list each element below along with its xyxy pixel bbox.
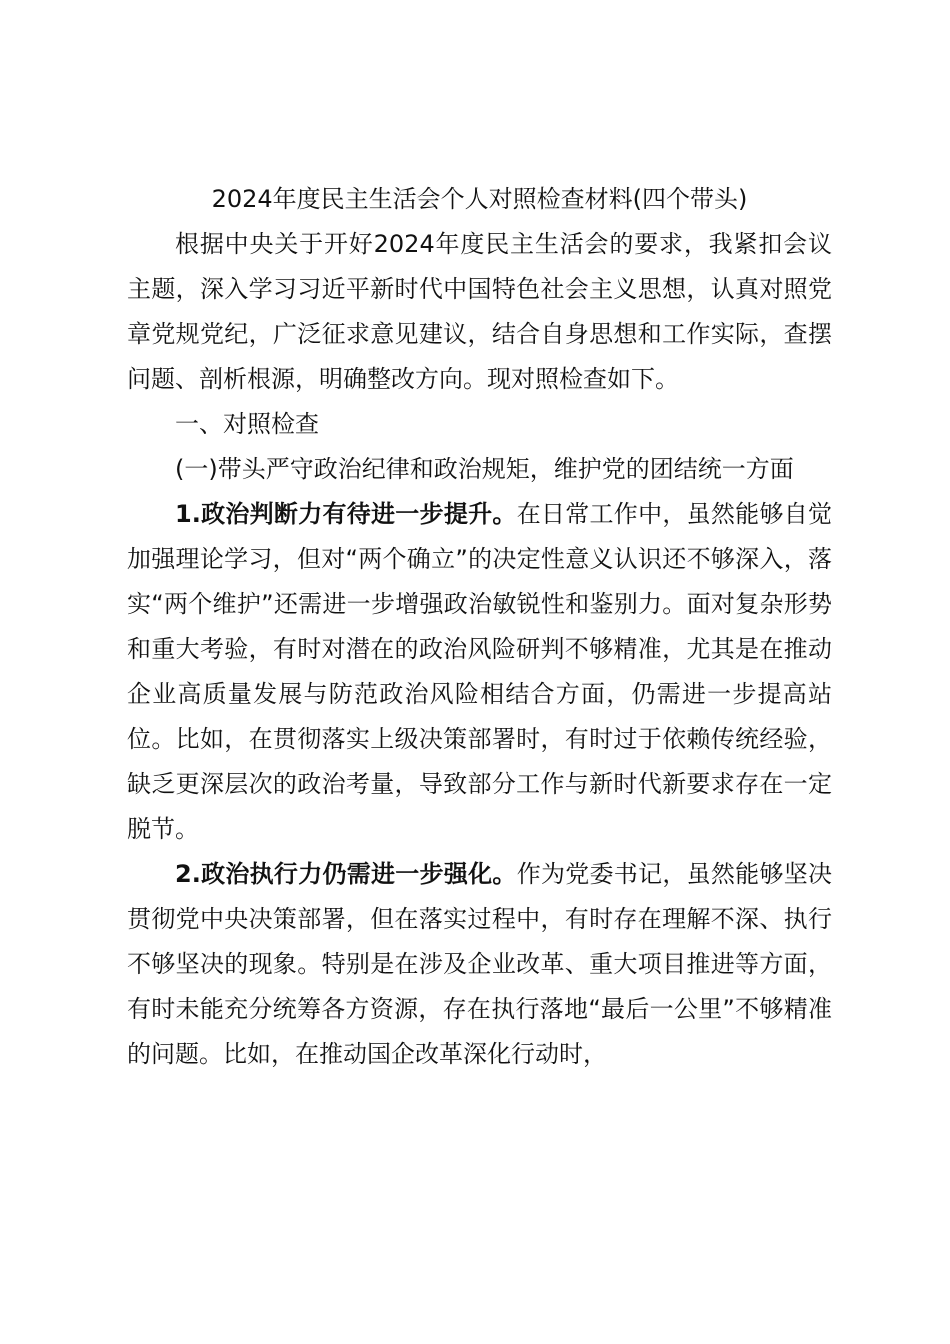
intro-paragraph: 根据中央关于开好2024年度民主生活会的要求，我紧扣会议主题，深入学习习近平新时代中国特色社会主义思想，认真对照党章党规党纪，广泛征求意见建议，结合自身思想和工作实际，查摆问题、剖析根源，明确整改方向。现对照检查如下。 <box>127 230 832 393</box>
document-title: 2024年度民主生活会个人对照检查材料(四个带头) <box>211 185 748 213</box>
item-1-text: 在日常工作中，虽然能够自觉加强理论学习，但对“两个确立”的决定性意义认识还不够深入，落实“两个维护”还需进一步增强政治敏锐性和鉴别力。面对复杂形势和重大考验，有时对潜在的政治风险研判不够精准，尤其是在推动企业高质量发展与防范政治风险相结合方面，仍需进一步提高站位。比如，在贯彻落实上级决策部署时，有时过于依赖传统经验，缺乏更深层次的政治考量，导致部分工作与新时代新要求存在一定脱节。 <box>127 500 832 843</box>
document-body <box>127 176 832 1077</box>
section-heading: 一、对照检查 <box>175 410 319 438</box>
item-2-lead: 2.政治执行力仍需进一步强化。 <box>175 860 517 888</box>
item-paragraph-1 <box>127 492 832 852</box>
subsection-heading: (一)带头严守政治纪律和政治规矩，维护党的团结统一方面 <box>175 455 794 483</box>
item-paragraph-2 <box>127 852 832 1077</box>
item-1-lead: 1.政治判断力有待进一步提升。 <box>175 500 517 528</box>
item-2-text: 作为党委书记，虽然能够坚决贯彻党中央决策部署，但在落实过程中，有时存在理解不深、执行不够坚决的现象。特别是在涉及企业改革、重大项目推进等方面，有时未能充分统筹各方资源，存在执行落地“最后一公里”不够精准的问题。比如，在推动国企改革深化行动时， <box>127 860 832 1068</box>
